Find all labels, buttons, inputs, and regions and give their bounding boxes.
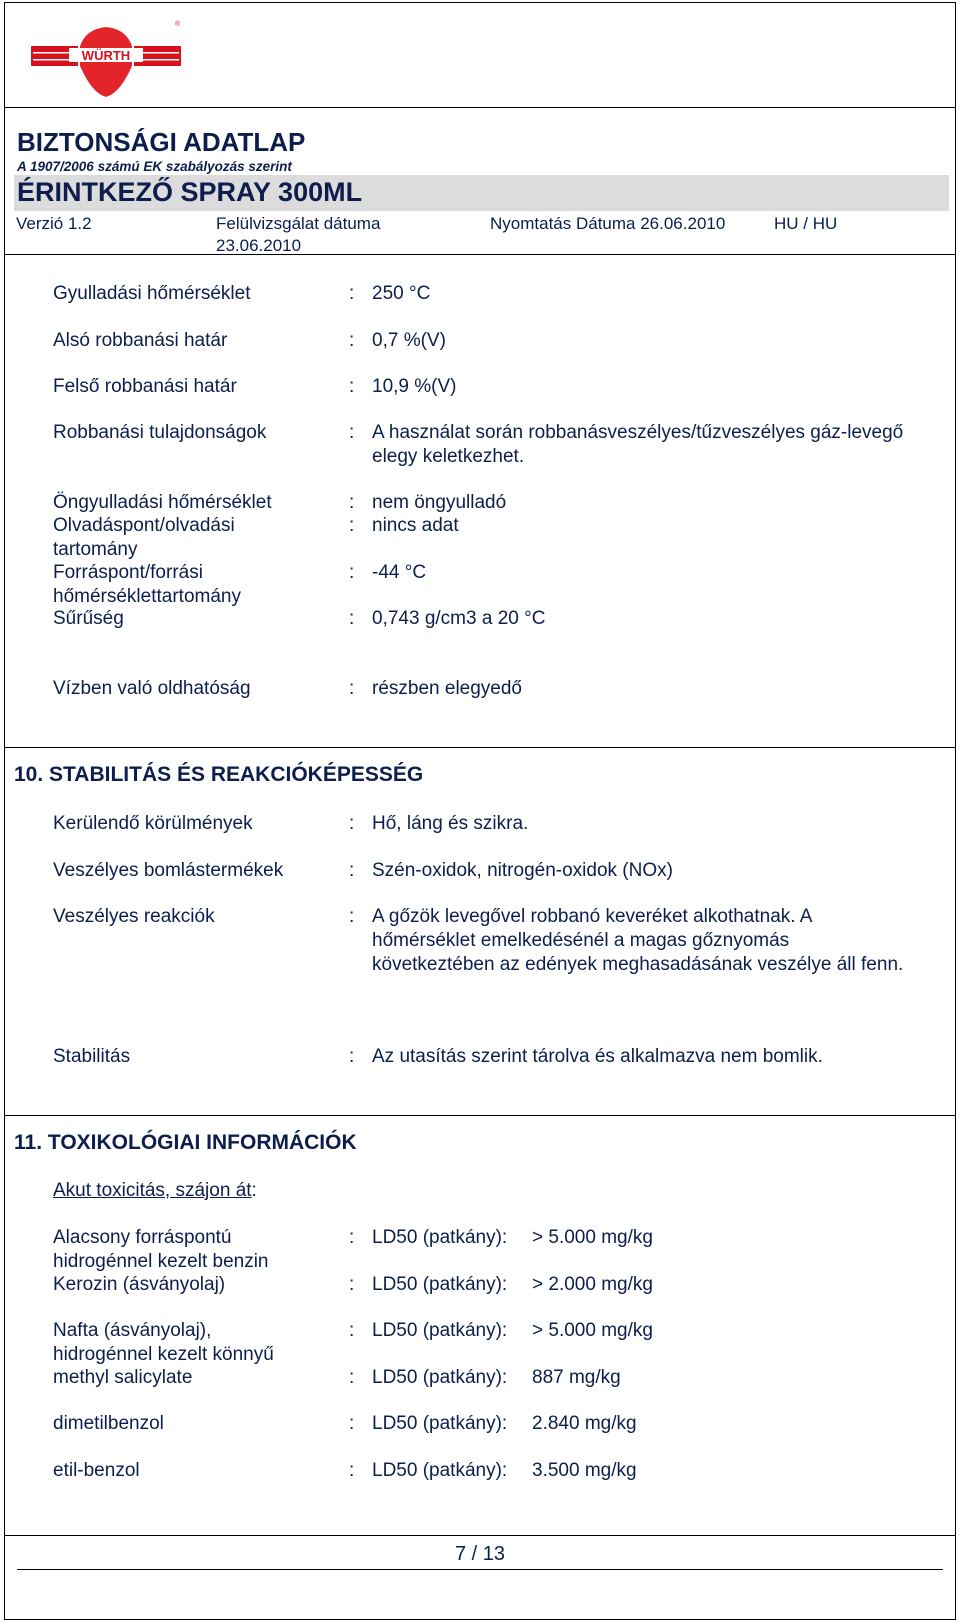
section-divider (5, 747, 955, 748)
section-10-title: 10. STABILITÁS ÉS REAKCIÓKÉPESSÉG (14, 763, 424, 786)
substance-name: Nafta (ásványolaj), hidrogénnel kezelt könnyű (53, 1320, 274, 1365)
page-number: 7 / 13 (454, 1543, 506, 1565)
property-label: Olvadáspont/olvadási tartomány (53, 515, 235, 560)
version: Verzió 1.2 (16, 214, 92, 233)
meta-divider (5, 254, 955, 255)
property-label: Sűrűség (53, 608, 124, 629)
stability-label: Veszélyes bomlástermékek (53, 860, 284, 881)
document-title: BIZTONSÁGI ADATLAP (17, 127, 306, 157)
property-label: Gyulladási hőmérséklet (53, 283, 251, 304)
test-type: LD50 (patkány): (372, 1460, 508, 1481)
property-value: 250 °C (372, 283, 431, 304)
property-label: Forráspont/forrási hőmérséklettartomány (53, 562, 241, 607)
substance-name: methyl salicylate (53, 1367, 193, 1388)
test-value: > 2.000 mg/kg (532, 1274, 653, 1295)
stability-label: Veszélyes reakciók (53, 906, 215, 927)
section-divider (5, 1115, 955, 1116)
property-label: Felső robbanási határ (53, 376, 237, 397)
property-label: Robbanási tulajdonságok (53, 422, 267, 443)
substance-name: etil-benzol (53, 1460, 140, 1481)
svg-text:®: ® (175, 21, 181, 28)
print-date: Nyomtatás Dátuma 26.06.2010 (490, 214, 726, 233)
test-value: 887 mg/kg (532, 1367, 621, 1388)
section-11-title: 11. TOXIKOLÓGIAI INFORMÁCIÓK (14, 1131, 357, 1154)
acute-toxicity-heading: Akut toxicitás, szájon át: (53, 1180, 257, 1201)
property-value: 0,7 %(V) (372, 330, 446, 351)
document-page: WÜRTH ® BIZTONSÁGI ADATLAP A 1907/2006 számú EK szabályozás szerint ÉRINTKEZŐ SPRAY 300ML Verzió 1.2 Felülvizsgálat dátuma 23.06.2010 Nyomtatás Dátuma 26.06.2010 HU / HU Gyulladási hőmérséklet : 250 °C Alsó robbanási határ : 0,7 %(V) Felső robbanási határ : 10,9 %(V) Robbanási tulajdonságok : A használat során robbanásveszélyes/tűzveszélyes gáz-levegő elegy keletkezhet. Öngyulladási hőmérséklet : nem öngyulladó Olvadáspont/olvadási tartomány : nincs adat Forráspont/forrási hőmérséklettartomány : -44 °C Sűrűség : 0,743 g/cm3 a 20 °C Vízben való oldhatóság : részben elegyedő 10. STABILITÁS ÉS REAKCIÓKÉPESSÉG Kerülendő körülmények : Hő, láng és szikra. Veszélyes bomlástermékek : Szén-oxidok, nitrogén-oxidok (NOx) Veszélyes reakciók : A gőzök levegővel robbanó keveréket alkothatnak. A hőmérséklet emelkedésénél a magas gőznyomás következtében az edények meghasadásának veszélye áll fenn. Stabilitás : Az utasítás szerint tárolva és alkalmazva nem bomlik. 11. TOXIKOLÓGIAI INFORMÁCIÓK Akut toxicitás, szájon át: Alacsony forráspontú hidrogénnel kezelt benzin : LD50 (patkány): > 5.000 mg/kg Kerozin (ásványolaj) : LD50 (patkány): > 2.000 mg/kg Nafta (ásványolaj), hidrogénnel kezelt könnyű : LD50 (patkány): > 5.000 mg/kg methyl salicylate : LD50 (patkány): 887 mg/kg dimetilbenzol : LD50 (patkány): 2.840 mg/kg etil-benzol : LD50 (patkány): 3.500 mg/kg 7 / 13 (4, 2, 956, 1620)
test-type: LD50 (patkány): (372, 1320, 508, 1341)
test-type: LD50 (patkány): (372, 1227, 508, 1248)
product-name: ÉRINTKEZŐ SPRAY 300ML (17, 177, 363, 207)
property-value: -44 °C (372, 562, 427, 583)
test-type: LD50 (patkány): (372, 1413, 508, 1434)
revision-label: Felülvizsgálat dátuma (216, 214, 381, 233)
footer-divider (5, 1535, 955, 1536)
property-value: részben elegyedő (372, 678, 522, 699)
document-subtitle: A 1907/2006 számú EK szabályozás szerint (17, 159, 292, 174)
stability-value: Az utasítás szerint tárolva és alkalmazva nem bomlik. (372, 1046, 823, 1067)
property-label: Vízben való oldhatóság (53, 678, 251, 699)
stability-value: Hő, láng és szikra. (372, 813, 529, 834)
revision-date: 23.06.2010 (216, 236, 302, 255)
property-label: Öngyulladási hőmérséklet (53, 492, 272, 513)
property-label: Alsó robbanási határ (53, 330, 228, 351)
stability-label: Stabilitás (53, 1046, 131, 1067)
test-value: > 5.000 mg/kg (532, 1320, 653, 1341)
test-type: LD50 (patkány): (372, 1367, 508, 1388)
logo-wordmark: WÜRTH (81, 48, 131, 63)
substance-name: Alacsony forráspontú hidrogénnel kezelt benzin (53, 1227, 269, 1272)
test-value: > 5.000 mg/kg (532, 1227, 653, 1248)
property-value: 10,9 %(V) (372, 376, 457, 397)
wurth-logo (31, 18, 181, 100)
property-value: A használat során robbanásveszélyes/tűzveszélyes gáz-levegő elegy keletkezhet. (372, 422, 904, 467)
substance-name: Kerozin (ásványolaj) (53, 1274, 226, 1295)
stability-value: Szén-oxidok, nitrogén-oxidok (NOx) (372, 860, 673, 881)
property-value: nincs adat (372, 515, 459, 536)
test-type: LD50 (patkány): (372, 1274, 508, 1295)
footer-inner-line (17, 1569, 943, 1570)
property-value: 0,743 g/cm3 a 20 °C (372, 608, 546, 629)
test-value: 3.500 mg/kg (532, 1460, 637, 1481)
test-value: 2.840 mg/kg (532, 1413, 637, 1434)
stability-value: A gőzök levegővel robbanó keveréket alkothatnak. A hőmérséklet emelkedésénél a magas gőznyomás következtében az edények meghasadásának veszélye áll fenn. (372, 906, 904, 975)
stability-label: Kerülendő körülmények (53, 813, 253, 834)
locale: HU / HU (774, 214, 838, 233)
header-divider (5, 107, 955, 108)
property-value: nem öngyulladó (372, 492, 507, 513)
substance-name: dimetilbenzol (53, 1413, 164, 1434)
